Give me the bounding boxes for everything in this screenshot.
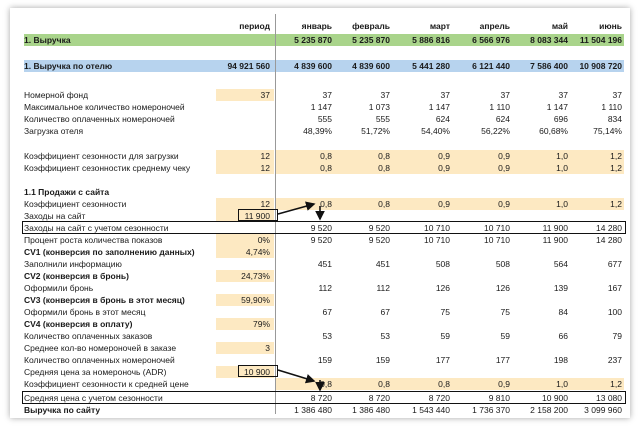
month-cell[interactable]: 2 158 200: [530, 405, 568, 415]
month-cell[interactable]: 0,8: [334, 162, 392, 174]
month-cell[interactable]: 451: [317, 259, 332, 269]
month-cell[interactable]: 54,40%: [421, 126, 450, 136]
header-period: период: [239, 21, 270, 31]
month-cell[interactable]: 8 720: [428, 393, 450, 403]
month-cell[interactable]: 0,8: [392, 378, 452, 390]
header-month: январь: [301, 21, 332, 31]
row-label: Количество оплаченных заказов: [24, 331, 153, 341]
month-cell[interactable]: 51,72%: [361, 126, 390, 136]
month-cell[interactable]: 8 720: [368, 393, 390, 403]
row-label: Количество оплаченных номероночей: [24, 355, 175, 365]
arrow-to-price-coefficient: [278, 370, 314, 381]
month-cell[interactable]: 14 280: [596, 223, 622, 233]
period-cell[interactable]: 0%: [216, 234, 274, 246]
row-label: Процент роста количества показов: [24, 235, 163, 245]
month-cell[interactable]: 237: [607, 355, 622, 365]
period-cell[interactable]: 59,90%: [216, 294, 274, 306]
month-cell[interactable]: 75: [500, 307, 510, 317]
month-cell[interactable]: 167: [607, 283, 622, 293]
month-cell[interactable]: 37: [612, 90, 622, 100]
month-cell[interactable]: 1,0: [512, 150, 570, 162]
row-label: CV4 (конверсия в оплату): [24, 319, 133, 329]
row-label: Оформили бронь в этот месяц: [24, 307, 146, 317]
month-cell[interactable]: 1 147: [428, 102, 450, 112]
month-cell[interactable]: 37: [440, 90, 450, 100]
month-cell[interactable]: 1 736 370: [472, 405, 510, 415]
period-cell[interactable]: 11 900: [216, 210, 274, 222]
month-cell[interactable]: 8 720: [310, 393, 332, 403]
month-cell[interactable]: 75,14%: [593, 126, 622, 136]
month-cell[interactable]: 0,8: [334, 150, 392, 162]
month-cell[interactable]: 1 073: [368, 102, 390, 112]
month-cell[interactable]: 1,2: [570, 162, 624, 174]
month-cell[interactable]: 9 520: [310, 223, 332, 233]
month-cell[interactable]: 555: [317, 114, 332, 124]
month-cell[interactable]: 100: [607, 307, 622, 317]
month-cell[interactable]: 37: [500, 90, 510, 100]
row-label: Коэффициент сезонности для загрузки: [24, 151, 179, 161]
month-cell[interactable]: 1 543 440: [412, 405, 450, 415]
month-cell[interactable]: 9 520: [310, 235, 332, 245]
row-label: Средняя цена за номероночь (ADR): [24, 367, 167, 377]
month-cell[interactable]: 0,9: [452, 162, 512, 174]
row-label: Заполнили информацию: [24, 259, 122, 269]
month-cell[interactable]: 1 386 480: [352, 405, 390, 415]
month-cell[interactable]: 1,2: [570, 378, 624, 390]
month-cell[interactable]: 126: [495, 283, 510, 293]
row-label: Коэффициент сезонностик среднему чеку: [24, 163, 191, 173]
month-cell[interactable]: 0,8: [276, 150, 334, 162]
header-month: март: [429, 21, 450, 31]
month-cell[interactable]: 0,8: [334, 198, 392, 210]
month-cell[interactable]: 10 710: [484, 223, 510, 233]
month-cell[interactable]: 11 900: [542, 235, 568, 245]
month-cell[interactable]: 79: [612, 331, 622, 341]
month-cell[interactable]: 10 900: [542, 393, 568, 403]
month-cell[interactable]: 0,8: [276, 378, 334, 390]
period-cell[interactable]: 10 900: [216, 366, 274, 378]
month-cell[interactable]: 3 099 960: [584, 405, 622, 415]
row-label: 1. Выручка по отелю: [24, 61, 113, 71]
month-cell[interactable]: 0,9: [452, 198, 512, 210]
month-cell[interactable]: 177: [435, 355, 450, 365]
month-cell[interactable]: 10 908 720: [579, 61, 622, 71]
month-cell[interactable]: 0,9: [392, 162, 452, 174]
month-cell[interactable]: 112: [318, 283, 332, 293]
month-cell[interactable]: 1 386 480: [294, 405, 332, 415]
month-cell[interactable]: 5 441 280: [412, 61, 450, 71]
month-cell[interactable]: 7 586 400: [530, 61, 568, 71]
month-cell[interactable]: 0,9: [452, 378, 512, 390]
period-cell[interactable]: 3: [216, 342, 274, 354]
month-cell[interactable]: 13 080: [596, 393, 622, 403]
month-cell[interactable]: 67: [322, 307, 332, 317]
month-cell[interactable]: 555: [375, 114, 390, 124]
row-label: CV3 (конверсия в бронь в этот месяц): [24, 295, 185, 305]
row-label: Заходы на сайт: [24, 211, 86, 221]
annotation-arrows: [24, 14, 624, 414]
month-cell[interactable]: 5 235 870: [294, 35, 332, 45]
month-cell[interactable]: 624: [435, 114, 450, 124]
arrow-to-coefficient: [278, 204, 314, 214]
month-cell[interactable]: 177: [495, 355, 510, 365]
month-cell[interactable]: 37: [558, 90, 568, 100]
row-label: Номерной фонд: [24, 90, 89, 100]
month-cell[interactable]: 6 121 440: [472, 61, 510, 71]
month-cell[interactable]: 60,68%: [539, 126, 568, 136]
month-cell[interactable]: 8 083 344: [530, 35, 568, 45]
header-month: февраль: [352, 21, 390, 31]
month-cell[interactable]: 14 280: [596, 235, 622, 245]
row-label: Количество оплаченных номероночей: [24, 114, 175, 124]
month-cell[interactable]: 10 710: [424, 223, 450, 233]
month-cell[interactable]: 126: [435, 283, 450, 293]
month-cell[interactable]: 159: [317, 355, 332, 365]
month-cell[interactable]: 696: [553, 114, 568, 124]
month-cell[interactable]: 53: [380, 331, 390, 341]
period-cell[interactable]: 12: [216, 150, 274, 162]
month-cell[interactable]: 1 110: [601, 102, 622, 112]
month-cell[interactable]: 1 110: [489, 102, 510, 112]
row-label: Максимальное количество номероночей: [24, 102, 185, 112]
month-cell[interactable]: 11 504 196: [579, 35, 622, 45]
month-cell[interactable]: 624: [495, 114, 510, 124]
month-cell[interactable]: 1,0: [512, 378, 570, 390]
period-cell[interactable]: 24,73%: [216, 270, 274, 282]
row-label: 1.1 Продажи с сайта: [24, 187, 110, 197]
row-label: Заходы на сайт с учетом сезонности: [24, 223, 169, 233]
month-cell[interactable]: 53: [322, 331, 332, 341]
row-label: Коэффициент сезонности к средней цене: [24, 379, 189, 389]
month-cell[interactable]: 48,39%: [303, 126, 332, 136]
row-label: Среднее кол-во номероночей в заказе: [24, 343, 177, 353]
month-cell[interactable]: 451: [375, 259, 390, 269]
row-label: Загрузка отеля: [24, 126, 84, 136]
month-cell[interactable]: 508: [435, 259, 450, 269]
month-cell[interactable]: 0,8: [276, 198, 334, 210]
header-month: апрель: [479, 21, 510, 31]
month-cell[interactable]: 4 839 600: [294, 61, 332, 71]
period-cell[interactable]: 12: [216, 198, 274, 210]
month-cell[interactable]: 834: [607, 114, 622, 124]
month-cell[interactable]: 1 147: [310, 102, 332, 112]
month-cell[interactable]: 112: [376, 283, 390, 293]
month-cell[interactable]: 9 810: [488, 393, 510, 403]
month-cell[interactable]: 4 839 600: [352, 61, 390, 71]
screenshot-frame: [10, 8, 630, 418]
period-cell[interactable]: 4,74%: [216, 246, 274, 258]
month-cell[interactable]: 59: [440, 331, 450, 341]
row-label: Средняя цена с учетом сезонности: [24, 393, 163, 403]
month-cell[interactable]: 10 710: [484, 235, 510, 245]
month-cell[interactable]: 9 520: [368, 235, 390, 245]
month-cell[interactable]: 1,2: [570, 198, 624, 210]
month-cell[interactable]: 1,2: [570, 150, 624, 162]
month-cell[interactable]: 1,0: [512, 162, 570, 174]
month-cell[interactable]: 0,8: [334, 378, 392, 390]
month-cell[interactable]: 0,9: [392, 198, 452, 210]
month-cell[interactable]: 1,0: [512, 198, 570, 210]
period-cell[interactable]: 12: [216, 162, 274, 174]
month-cell[interactable]: 11 900: [542, 223, 568, 233]
month-cell[interactable]: 1 147: [546, 102, 568, 112]
month-cell[interactable]: 508: [495, 259, 510, 269]
month-cell[interactable]: 37: [380, 90, 390, 100]
month-cell[interactable]: 84: [558, 307, 568, 317]
month-cell[interactable]: 564: [553, 259, 568, 269]
row-label: Выручка по сайту: [24, 405, 101, 415]
month-cell[interactable]: 75: [440, 307, 450, 317]
month-cell[interactable]: 67: [380, 307, 390, 317]
period-cell[interactable]: 79%: [216, 318, 274, 330]
row-label: CV1 (конверсия по заполнению данных): [24, 247, 195, 257]
row-label: Оформили бронь: [24, 283, 94, 293]
row-label: CV2 (конверсия в бронь): [24, 271, 129, 281]
row-label: Коэффициент сезонности: [24, 199, 127, 209]
header-month: май: [551, 21, 568, 31]
period-cell[interactable]: 37: [216, 89, 274, 101]
month-cell[interactable]: 56,22%: [481, 126, 510, 136]
month-cell[interactable]: 0,9: [392, 150, 452, 162]
month-cell[interactable]: 10 710: [424, 235, 450, 245]
month-cell[interactable]: 5 886 816: [412, 35, 450, 45]
period-cell[interactable]: 94 921 560: [227, 61, 270, 71]
month-cell[interactable]: 66: [558, 331, 568, 341]
row-label: 1. Выручка: [24, 35, 71, 45]
month-cell[interactable]: 677: [607, 259, 622, 269]
month-cell[interactable]: 0,8: [276, 162, 334, 174]
month-cell[interactable]: 5 235 870: [352, 35, 390, 45]
month-cell[interactable]: 198: [553, 355, 568, 365]
header-month: июнь: [599, 21, 622, 31]
month-cell[interactable]: 9 520: [368, 223, 390, 233]
month-cell[interactable]: 59: [500, 331, 510, 341]
spreadsheet: [24, 14, 624, 414]
month-cell[interactable]: 6 566 976: [472, 35, 510, 45]
month-cell[interactable]: 0,9: [452, 150, 512, 162]
month-cell[interactable]: 139: [553, 283, 568, 293]
month-cell[interactable]: 37: [322, 90, 332, 100]
month-cell[interactable]: 159: [375, 355, 390, 365]
